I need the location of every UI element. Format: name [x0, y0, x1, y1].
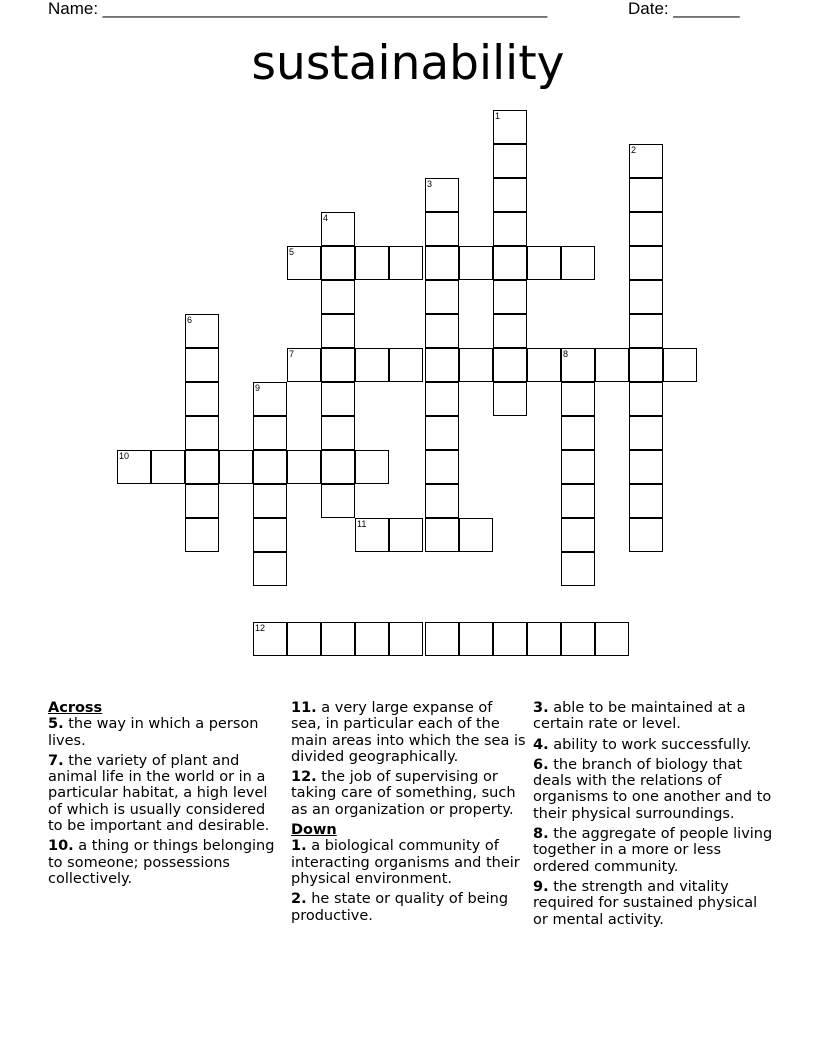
- grid-cell[interactable]: [493, 178, 527, 212]
- grid-cell[interactable]: [493, 110, 527, 144]
- clue-text: a very large expanse of sea, in particular each of the main areas into which the sea is divided geographically.: [291, 700, 526, 765]
- cell-number: 3: [427, 179, 433, 189]
- clue-number: 3.: [533, 700, 549, 716]
- grid-cell[interactable]: [151, 450, 185, 484]
- grid-cell[interactable]: [629, 314, 663, 348]
- grid-cell[interactable]: [355, 622, 389, 656]
- clue-number: 1.: [291, 838, 307, 855]
- clue-text: the way in which a person lives.: [48, 716, 259, 749]
- grid-cell[interactable]: [493, 144, 527, 178]
- grid-cell[interactable]: [663, 348, 697, 382]
- clue-number: 6.: [533, 756, 549, 773]
- cell-number: 1: [495, 111, 501, 121]
- grid-cell[interactable]: [425, 314, 459, 348]
- grid-cell[interactable]: [287, 246, 321, 280]
- cell-number: 8: [563, 349, 569, 359]
- grid-cell[interactable]: [253, 450, 287, 484]
- grid-cell[interactable]: [425, 450, 459, 484]
- grid-cell[interactable]: [493, 212, 527, 246]
- grid-cell[interactable]: [185, 416, 219, 450]
- clue-down-8: [533, 826, 773, 875]
- grid-cell[interactable]: [561, 450, 595, 484]
- grid-cell[interactable]: [527, 622, 561, 656]
- grid-cell[interactable]: [355, 450, 389, 484]
- grid-cell[interactable]: [493, 622, 527, 656]
- clue-across-10: [48, 838, 283, 887]
- grid-cell[interactable]: [425, 382, 459, 416]
- grid-cell[interactable]: [321, 382, 355, 416]
- clue-number: 5.: [48, 716, 64, 733]
- grid-cell[interactable]: [287, 622, 321, 656]
- grid-cell[interactable]: [527, 348, 561, 382]
- grid-cell[interactable]: [561, 622, 595, 656]
- grid-cell[interactable]: [321, 314, 355, 348]
- grid-cell[interactable]: [253, 382, 287, 416]
- grid-cell[interactable]: [253, 518, 287, 552]
- clue-across-12: [291, 769, 526, 818]
- clue-text: ability to work successfully.: [548, 736, 752, 753]
- clue-number: 10.: [48, 838, 74, 855]
- clue-text: the variety of plant and animal life in the world or in a particular habitat, a high level of which is usually considered to be important and desirable.: [48, 752, 270, 835]
- clue-text: the branch of biology that deals with the relations of organisms to one another and to their physical surroundings.: [533, 756, 772, 822]
- clue-text: he state or quality of being productive.: [291, 891, 509, 924]
- grid-cell[interactable]: [287, 348, 321, 382]
- clue-down-1: [291, 838, 526, 887]
- grid-cell[interactable]: [321, 212, 355, 246]
- grid-cell[interactable]: [117, 450, 151, 484]
- clue-text: the aggregate of people living together in a more or less ordered community.: [533, 826, 773, 875]
- grid-cell[interactable]: [459, 246, 493, 280]
- across-heading: Across: [48, 700, 103, 716]
- grid-cell[interactable]: [629, 280, 663, 314]
- clue-down-9: [533, 879, 773, 928]
- cell-number: 2: [631, 145, 637, 155]
- grid-cell[interactable]: [561, 416, 595, 450]
- grid-cell[interactable]: [287, 450, 321, 484]
- grid-cell[interactable]: [389, 348, 423, 382]
- grid-cell[interactable]: [561, 518, 595, 552]
- clue-number: 11.: [291, 700, 317, 716]
- cell-number: 12: [255, 623, 266, 633]
- clue-text: the strength and vitality required for sustained physical or mental activity.: [533, 878, 758, 928]
- clue-across-7: [48, 753, 283, 834]
- clue-down-3: [533, 700, 773, 733]
- grid-cell[interactable]: [253, 552, 287, 586]
- grid-cell[interactable]: [493, 382, 527, 416]
- cell-number: 10: [119, 451, 130, 461]
- grid-cell[interactable]: [629, 212, 663, 246]
- grid-cell[interactable]: [459, 348, 493, 382]
- clues-column-3: [533, 700, 773, 932]
- clue-number: 9.: [533, 878, 549, 895]
- grid-cell[interactable]: [185, 382, 219, 416]
- grid-cell[interactable]: [629, 144, 663, 178]
- grid-cell[interactable]: [561, 246, 595, 280]
- grid-cell[interactable]: [321, 348, 355, 382]
- clue-across-11: [291, 700, 526, 765]
- grid-cell[interactable]: [185, 518, 219, 552]
- clue-number: 12.: [291, 769, 317, 786]
- grid-cell[interactable]: [425, 178, 459, 212]
- grid-cell[interactable]: [561, 348, 595, 382]
- grid-cell[interactable]: [595, 348, 629, 382]
- grid-cell[interactable]: [425, 622, 459, 656]
- grid-cell[interactable]: [389, 246, 423, 280]
- cell-number: 11: [357, 519, 367, 529]
- clue-text: a biological community of interacting organisms and their physical environment.: [291, 838, 520, 887]
- cell-number: 7: [289, 349, 295, 359]
- grid-cell[interactable]: [629, 246, 663, 280]
- grid-cell[interactable]: [253, 416, 287, 450]
- grid-cell[interactable]: [219, 450, 253, 484]
- clue-down-2: [291, 891, 526, 924]
- grid-cell[interactable]: [493, 246, 527, 280]
- down-heading: Down: [291, 822, 337, 839]
- clue-number: 4.: [533, 736, 549, 753]
- clue-down-6: [533, 757, 773, 822]
- grid-cell[interactable]: [425, 348, 459, 382]
- grid-cell[interactable]: [595, 622, 629, 656]
- grid-cell[interactable]: [185, 450, 219, 484]
- grid-cell[interactable]: [459, 518, 493, 552]
- grid-cell[interactable]: [321, 246, 355, 280]
- clue-number: 8.: [533, 826, 549, 843]
- clue-across-5: [48, 716, 283, 749]
- grid-cell[interactable]: [561, 382, 595, 416]
- grid-cell[interactable]: [425, 280, 459, 314]
- grid-cell[interactable]: [629, 484, 663, 518]
- grid-cell[interactable]: [629, 450, 663, 484]
- name-field-label: Name: _______________________________________________: [48, 0, 548, 18]
- page-title: sustainability: [251, 36, 565, 91]
- grid-cell[interactable]: [321, 416, 355, 450]
- cell-number: 6: [187, 315, 193, 325]
- grid-cell[interactable]: [425, 416, 459, 450]
- grid-cell[interactable]: [527, 246, 561, 280]
- grid-cell[interactable]: [629, 518, 663, 552]
- grid-cell[interactable]: [561, 552, 595, 586]
- grid-cell[interactable]: [629, 416, 663, 450]
- grid-cell[interactable]: [355, 518, 389, 552]
- grid-cell[interactable]: [561, 484, 595, 518]
- grid-cell[interactable]: [185, 314, 219, 348]
- clue-text: the job of supervising or taking care of something, such as an organization or property.: [291, 769, 516, 818]
- grid-cell[interactable]: [493, 314, 527, 348]
- grid-cell[interactable]: [253, 622, 287, 656]
- grid-cell[interactable]: [425, 484, 459, 518]
- grid-cell[interactable]: [185, 348, 219, 382]
- grid-cell[interactable]: [185, 484, 219, 518]
- clues-column-2: [291, 700, 526, 928]
- grid-cell[interactable]: [389, 518, 423, 552]
- grid-cell[interactable]: [321, 622, 355, 656]
- grid-cell[interactable]: [389, 622, 423, 656]
- grid-cell[interactable]: [493, 280, 527, 314]
- grid-cell[interactable]: [321, 450, 355, 484]
- grid-cell[interactable]: [425, 246, 459, 280]
- grid-cell[interactable]: [425, 212, 459, 246]
- clue-text: able to be maintained at a certain rate or level.: [533, 700, 746, 733]
- clue-text: a thing or things belonging to someone; possessions collectively.: [48, 838, 275, 887]
- cell-number: 4: [323, 213, 329, 223]
- grid-cell[interactable]: [355, 246, 389, 280]
- grid-cell[interactable]: [355, 348, 389, 382]
- clues-column-1: [48, 700, 283, 891]
- grid-cell[interactable]: [629, 382, 663, 416]
- clue-down-4: [533, 737, 773, 753]
- clue-number: 7.: [48, 752, 64, 769]
- grid-cell[interactable]: [459, 622, 493, 656]
- grid-cell[interactable]: [629, 348, 663, 382]
- grid-cell[interactable]: [321, 484, 355, 518]
- grid-cell[interactable]: [253, 484, 287, 518]
- date-field-label: Date: _______: [628, 0, 740, 18]
- cell-number: 9: [255, 383, 261, 393]
- grid-cell[interactable]: [425, 518, 459, 552]
- cell-number: 5: [289, 247, 295, 257]
- clue-number: 2.: [291, 891, 307, 908]
- grid-cell[interactable]: [629, 178, 663, 212]
- grid-cell[interactable]: [493, 348, 527, 382]
- grid-cell[interactable]: [321, 280, 355, 314]
